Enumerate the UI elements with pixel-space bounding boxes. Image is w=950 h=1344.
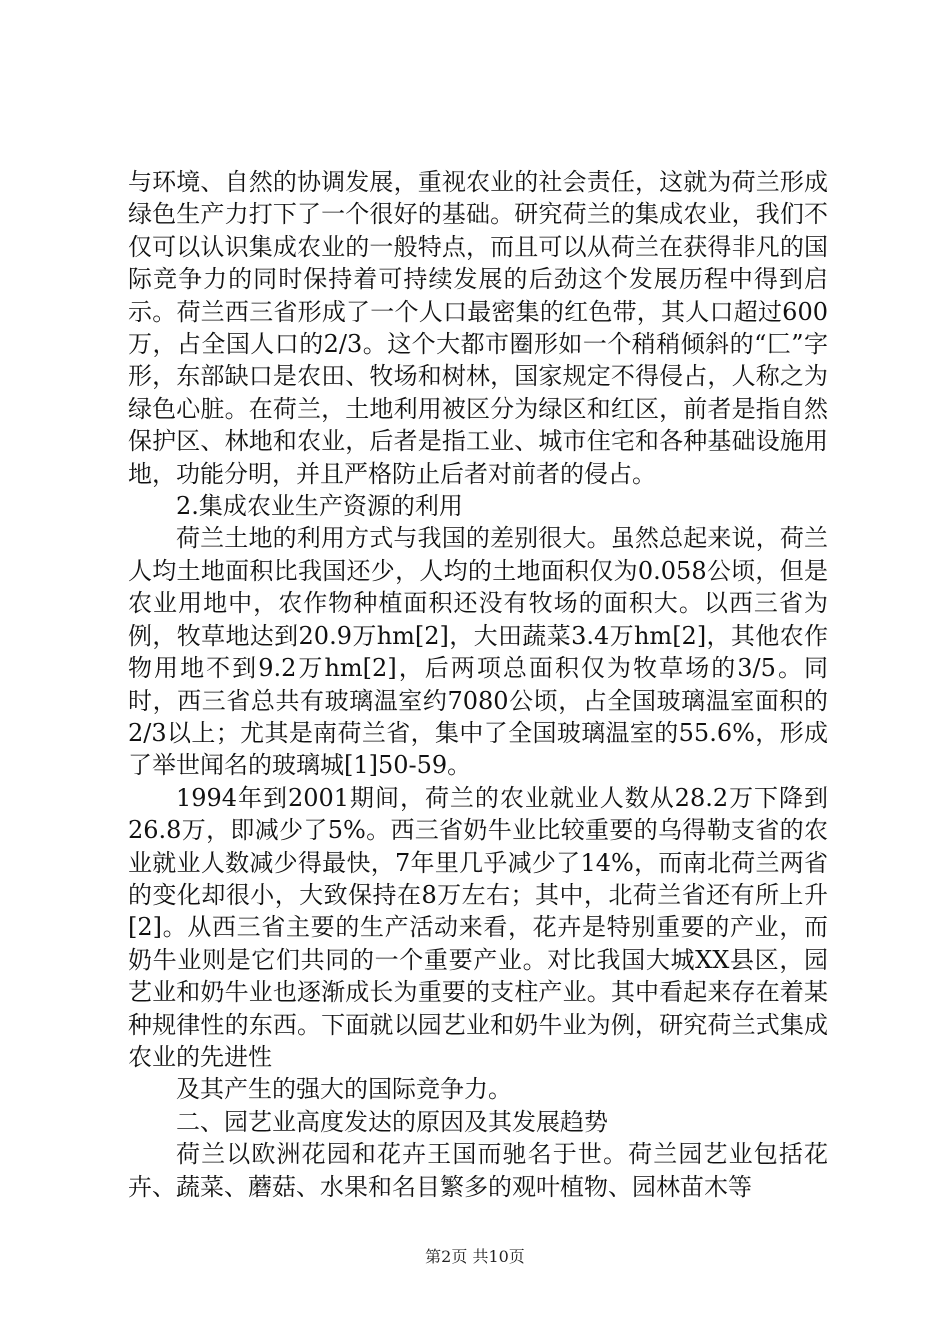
body-text	[128, 166, 828, 1203]
page-number-footer: 第2页 共10页	[425, 1247, 525, 1266]
section-heading-resource-use: 2.集成农业生产资源的利用	[176, 492, 463, 521]
paragraph-competitiveness: 及其产生的强大的国际竞争力。	[176, 1075, 512, 1104]
paragraph-horticulture: 荷兰以欧洲花园和花卉王国而驰名于世。荷兰园艺业包括花卉、蔬菜、蘑菇、水果和名目繁多的观叶植物、园林苗木等	[128, 1140, 828, 1201]
paragraph-land-use: 荷兰土地的利用方式与我国的差别很大。虽然总起来说，荷兰人均土地面积比我国还少，人均的土地面积仅为0.058公顷，但是农业用地中，农作物种植面积还没有牧场的面积大。以西三省为例，牧草地达到20.9万hm[2]，大田蔬菜3.4万hm[2]，其他农作物用地不到9.2万hm[2]，后两项总面积仅为牧草场的3/5。同时，西三省总共有玻璃温室约7080公顷，占全国玻璃温室面积的2/3以上；尤其是南荷兰省，集中了全国玻璃温室的55.6%，形成了举世闻名的玻璃城[1]50-59。	[128, 524, 828, 780]
paragraph-employment: 1994年到2001期间，荷兰的农业就业人数从28.2万下降到26.8万，即减少了5%。西三省奶牛业比较重要的乌得勒支省的农业就业人数减少得最快，7年里几乎减少了14%，而南北荷兰两省的变化却很小，大致保持在8万左右；其中，北荷兰省还有所上升[2]。从西三省主要的生产活动来看，花卉是特别重要的产业，而奶牛业则是它们共同的一个重要产业。对比我国大城XX县区，园艺业和奶牛业也逐渐成长为重要的支柱产业。其中看起来存在着某种规律性的东西。下面就以园艺业和奶牛业为例，研究荷兰式集成农业的先进性	[128, 783, 828, 1071]
section-heading-horticulture: 二、园艺业高度发达的原因及其发展趋势	[176, 1107, 608, 1136]
paragraph-continuation: 与环境、自然的协调发展，重视农业的社会责任，这就为荷兰形成绿色生产力打下了一个很好的基础。研究荷兰的集成农业，我们不仅可以认识集成农业的一般特点，而且可以从荷兰在获得非凡的国际竞争力的同时保持着可持续发展的后劲这个发展历程中得到启示。荷兰西三省形成了一个人口最密集的红色带，其人口超过600万，占全国人口的2/3。这个大都市圈形如一个稍稍倾斜的“匚”字形，东部缺口是农田、牧场和树林，国家规定不得侵占，人称之为绿色心脏。在荷兰，土地利用被区分为绿区和红区，前者是指自然保护区、林地和农业，后者是指工业、城市住宅和各种基础设施用地，功能分明，并且严格防止后者对前者的侵占。	[128, 168, 828, 488]
